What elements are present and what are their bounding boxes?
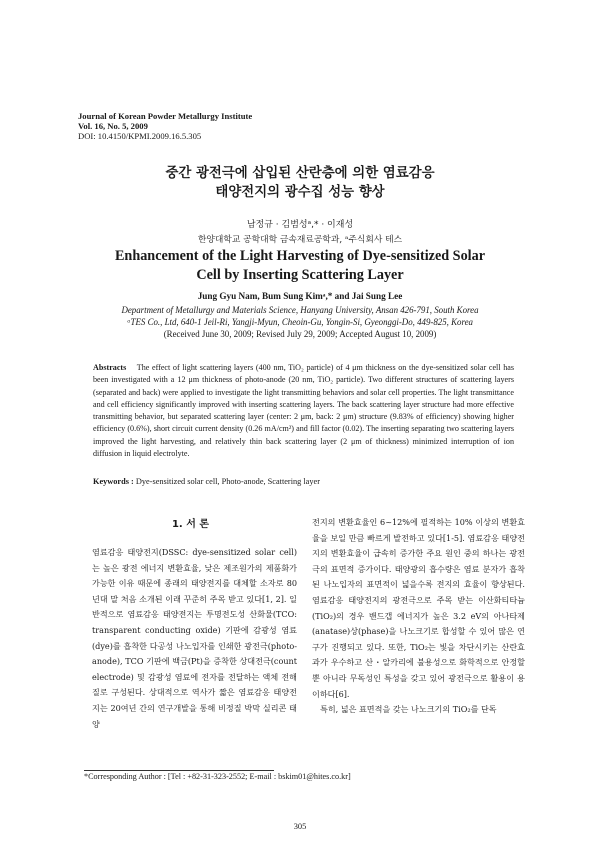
journal-name: Journal of Korean Powder Metallurgy Institute: [78, 111, 253, 121]
section-heading: 1. 서 론: [171, 519, 210, 530]
right-column-text: 전지의 변환효율인 6~12%에 필적하는 10% 이상의 변환효율을 보일 만큼 빠르게 발전하고 있다[1-5]. 염료감응 태양전지의 변환효율이 급속히 증가한 주요 원인 중의 하나는 광전극의 표면적 증가이다. 태양광의 흡수량은 염료 분자가 흡착된 나노입자의 표면적이 넓을수록 전지의 효율이 향상된다. 염료감응 태양전지의 광전극으로 주목 받는 이산화티타늄(TiO₂)의 경우 밴드갭 에너지가 높은 3.2 eV의 아나타제(anatase)상(phase)을 나노크기로 합성할 수 있어 많은 연구가 진행되고 있다. 또한, TiO₂는 빛을 차단시키는 산란효과가 우수하고 산・알카리에 불용성으로 화학적으로 안정할 뿐 아니라 무독성인 특성을 갖고 있어 광전극으로 활용이 용이하다[6].: [312, 517, 525, 699]
keywords-text: Dye-sensitized solar cell, Photo-anode, Scattering layer: [135, 477, 320, 486]
english-affiliation: [0, 305, 600, 340]
english-title: [0, 247, 600, 285]
korean-affiliation: 한양대학교 공학대학 금속재료공학과, ᵃ주식회사 테스: [197, 235, 403, 245]
journal-volume: Vol. 16, No. 5, 2009: [78, 121, 148, 132]
korean-title-line2: 태양전지의 광수집 성능 향상: [215, 185, 385, 200]
left-column: [84, 515, 297, 732]
affiliation-line1: Department of Metallurgy and Materials Science, Hanyang University, Ansan 426-791, South Korea: [121, 305, 479, 315]
footnote: *Corresponding Author : [Tel : +82-31-323-2552; E-mail : bskim01@hites.co.kr]: [84, 772, 351, 781]
affiliation-line2: ᵃTES Co., Ltd, 640-1 Jeil-Ri, Yangji-Myun, Cheoin-Gu, Yongin-Si, Gyeonggi-Do, 449-825, Korea: [127, 316, 473, 327]
korean-title-line1: 중간 광전극에 삽입된 산란층에 의한 염료감응: [165, 166, 435, 181]
english-title-line1: Enhancement of the Light Harvesting of Dye-sensitized Solar: [114, 248, 486, 264]
keywords: [93, 477, 514, 486]
english-authors: Jung Gyu Nam, Bum Sung Kimᵃ,* and Jai Sung Lee: [197, 291, 403, 301]
korean-authors: 남정규 · 김범성ᵃ,* · 이재성: [246, 220, 354, 230]
abstract: [93, 362, 514, 460]
abstract-label: Abstracts: [93, 363, 127, 372]
journal-header: [78, 111, 252, 142]
page-number: 305: [293, 822, 307, 831]
english-title-line2: Cell by Inserting Scattering Layer: [196, 267, 404, 283]
abstract-text: The effect of light scattering layers (400 nm, TiO₂ particle) of 4 μm thickness on the dye-sensitized solar cell has been investigated with a 12 μm thickness of photo-anode (20 nm, TiO₂ particle). Two different structures of scattering layers (separated and back) were applied to investigate the light transmitting behaviors and solar cell properties. The light transmittance and cell efficiency significantly improved with inserting scattering layers. The back scattering layer structure had more effective transmitting behavior, but separated scattering layer (center: 2 μm, back: 2 μm) structure (9.83% of efficiency) showing higher efficiency (0.6%), short circuit current density (0.26 mA/cm²) and fill factor (0.02). The inserting separating two scattering layers improved the light harvesting, and relatively thin back scattering layer (2 μm of thickness) minimized interruption of ion diffusion in liquid electrolyte.: [93, 363, 514, 459]
keywords-label: Keywords :: [93, 477, 134, 486]
right-column: [312, 515, 525, 718]
received-dates: (Received June 30, 2009; Revised July 29, 2009; Accepted August 10, 2009): [163, 328, 437, 339]
korean-title: [0, 164, 600, 202]
left-column-text: 염료감응 태양전지(DSSC: dye-sensitized solar cell)는 높은 광전 에너지 변환효율, 낮은 제조원가의 제품화가 가능한 이유 때문에 종래의 태양전지를 대체할 소자로 80년대 말 처음 소개된 이래 꾸준히 주목 받고 있다[1, 2]. 일반적으로 염료감응 태양전지는 투명전도성 산화물(TCO: transparent conducting oxide) 기판에 감광성 염료(dye)를 흡착한 다공성 나노입자를 인쇄한 광전극(photo-anode), TCO 기판에 백금(Pt)을 증착한 상대전극(count electrode) 및 감광성 염료에 전자를 전달하는 액체 전해질로 구성된다. 상대적으로 역사가 짧은 염료감응 태양전지는 20여년 간의 연구개발을 통해 비정질 박막 실리콘 태양: [92, 547, 297, 729]
journal-doi: DOI: 10.4150/KPMI.2009.16.5.305: [78, 131, 202, 142]
right-column-text2: 특히, 넓은 표면적을 갖는 나노크기의 TiO₂를 단독: [320, 704, 497, 715]
footnote-rule: [84, 770, 274, 771]
